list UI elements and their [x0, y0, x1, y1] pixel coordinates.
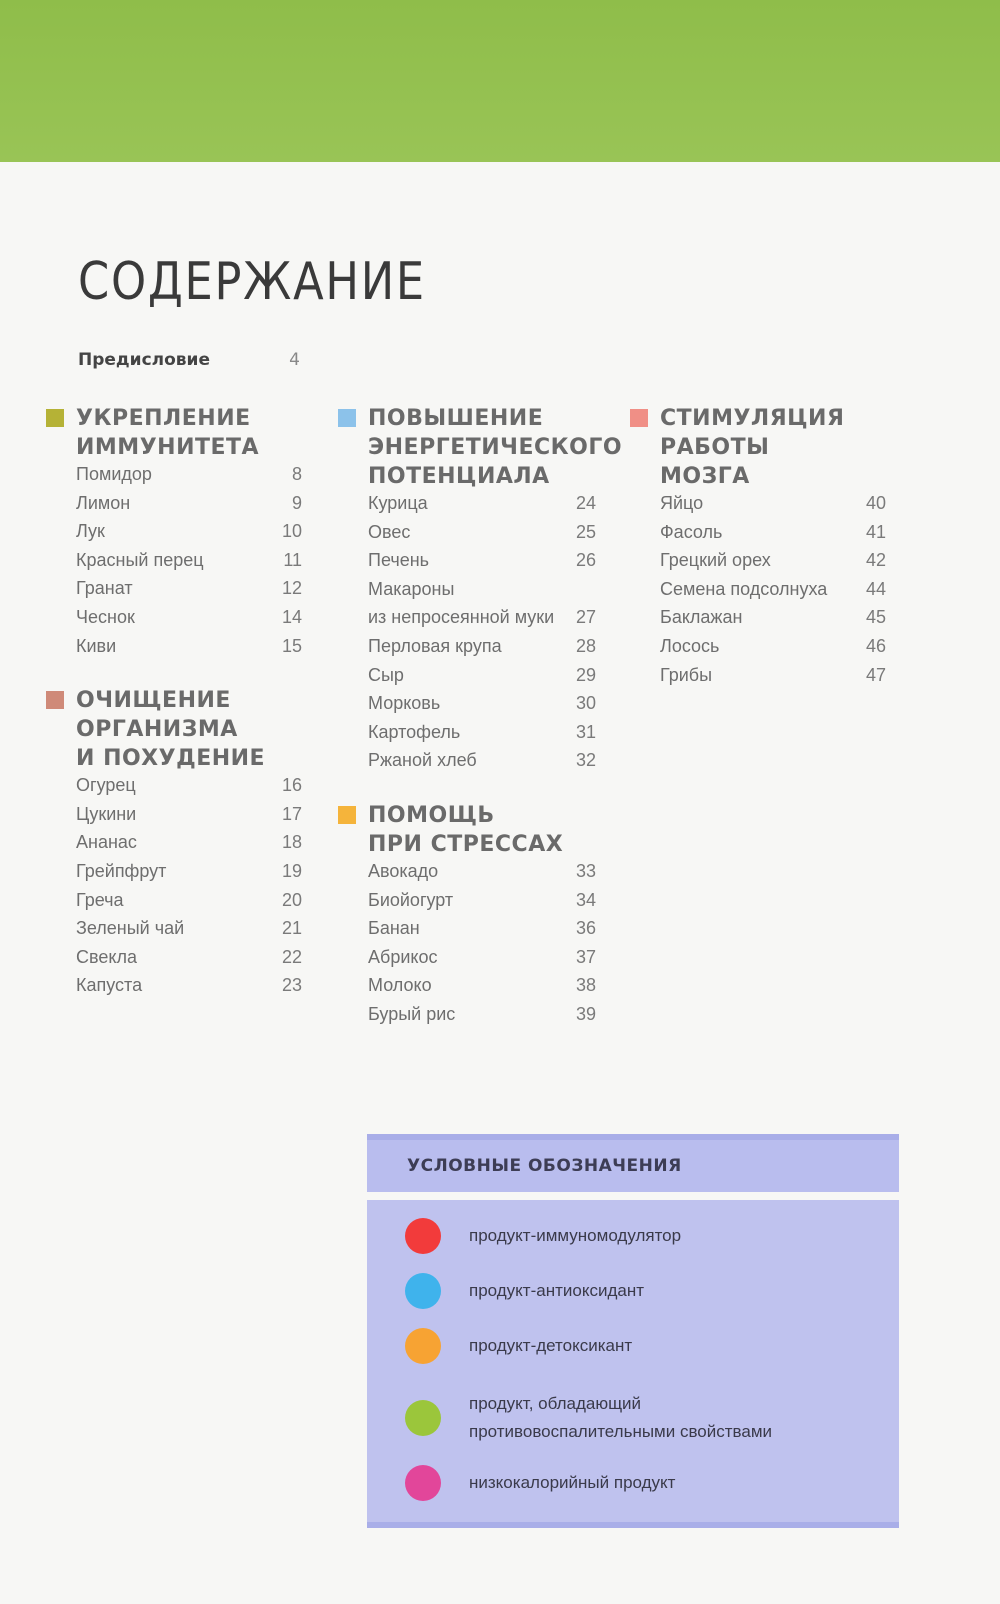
toc-entry[interactable]: [76, 578, 302, 607]
toc-entry[interactable]: [76, 550, 302, 579]
toc-entry-label: Сыр: [368, 664, 404, 685]
toc-entry-page: 15: [281, 635, 302, 656]
toc-entry-page: 19: [281, 860, 302, 881]
toc-entry-label: Абрикос: [368, 946, 438, 967]
toc-entry-label: Картофель: [368, 721, 461, 742]
toc-entry[interactable]: [76, 636, 302, 665]
toc-entry-page: 18: [281, 832, 302, 853]
toc-entry-page: 34: [575, 889, 596, 910]
toc-entry-page: 44: [865, 578, 886, 599]
toc-entry-label: Курица: [368, 493, 428, 513]
toc-entry[interactable]: [368, 522, 596, 551]
toc-entry-page: 33: [575, 860, 596, 881]
section-color-marker: [630, 409, 648, 427]
top-color-band: [0, 0, 1000, 162]
toc-entry[interactable]: [368, 579, 596, 608]
toc-entry[interactable]: [660, 607, 886, 636]
section-color-marker: [338, 806, 356, 824]
preface-entry[interactable]: [78, 350, 300, 370]
toc-entry-label: Авокадо: [368, 860, 439, 881]
toc-entry-page: 47: [865, 664, 886, 685]
legend-color-dot: [405, 1400, 441, 1436]
toc-entry[interactable]: [76, 464, 302, 493]
toc-section-cleansing: [76, 686, 302, 1004]
legend-item-label: низкокалорийный продукт: [469, 1473, 676, 1492]
toc-entry[interactable]: [368, 861, 596, 890]
toc-entry-label: Биойогурт: [368, 889, 454, 910]
toc-entry-page: 17: [281, 803, 302, 824]
toc-entry[interactable]: [368, 722, 596, 751]
section-heading: [660, 404, 886, 491]
toc-entry-label: Овес: [368, 521, 411, 542]
legend-color-dot: [405, 1218, 441, 1254]
legend-item: [405, 1465, 675, 1501]
toc-entry-label: Гранат: [76, 578, 133, 599]
toc-entry[interactable]: [76, 607, 302, 636]
section-title: ОЧИЩЕНИЕ ОРГАНИЗМА И ПОХУДЕНИЕ: [76, 688, 266, 772]
toc-entry-label: Перловая крупа: [368, 635, 502, 656]
toc-entry-label: Баклажан: [660, 607, 743, 628]
section-title: ПОВЫШЕНИЕ ЭНЕРГЕТИЧЕСКОГО ПОТЕНЦИАЛА: [368, 406, 623, 489]
toc-entry[interactable]: [660, 493, 886, 522]
toc-entry-page: 30: [575, 693, 596, 714]
toc-entry[interactable]: [76, 832, 302, 861]
toc-entry-page: 11: [283, 549, 302, 570]
section-color-marker: [46, 409, 64, 427]
toc-entry-page: 37: [575, 946, 596, 967]
preface-label: Предисловие: [78, 350, 210, 370]
toc-entry-label: Яйцо: [660, 493, 704, 513]
section-heading: [368, 404, 623, 491]
toc-entry-label: Ржаной хлеб: [368, 750, 477, 771]
toc-entry[interactable]: [660, 636, 886, 665]
toc-entry-label: Киви: [76, 635, 117, 656]
legend-item-label: продукт-детоксикант: [469, 1336, 633, 1355]
toc-entry-label: Грейпфрут: [76, 860, 167, 881]
toc-entry-page: 28: [575, 635, 596, 656]
legend-item-label: продукт-иммуномодулятор: [469, 1226, 682, 1245]
toc-entry[interactable]: [368, 636, 596, 665]
toc-entry[interactable]: [76, 521, 302, 550]
toc-section-stress: [368, 801, 596, 1033]
toc-entry-label: Грецкий орех: [660, 550, 771, 571]
toc-entry-page: 25: [575, 521, 596, 542]
toc-entry-page: 12: [281, 578, 302, 599]
section-title: СТИМУЛЯЦИЯ РАБОТЫ МОЗГА: [660, 406, 845, 489]
legend-item: [405, 1390, 772, 1446]
toc-entry-label: Зеленый чай: [76, 918, 185, 939]
toc-entry-label: Греча: [76, 889, 124, 910]
toc-entry-page: 31: [575, 721, 596, 742]
toc-entry-label: Печень: [368, 550, 430, 571]
legend-panel: [367, 1134, 899, 1529]
section-color-marker: [338, 409, 356, 427]
legend-item: [405, 1328, 632, 1364]
section-title: ПОМОЩЬ ПРИ СТРЕССАХ: [368, 802, 564, 857]
toc-entry-page: 29: [575, 664, 596, 685]
legend-title: УСЛОВНЫЕ ОБОЗНАЧЕНИЯ: [367, 1134, 899, 1192]
toc-entry-label: Свекла: [76, 946, 137, 967]
toc-entry-label: Огурец: [76, 775, 136, 796]
toc-entry[interactable]: [76, 890, 302, 919]
toc-section-brain: [660, 404, 886, 693]
toc-entry-label: Капуста: [76, 975, 143, 996]
legend-item-label: продукт-антиоксидант: [469, 1281, 644, 1300]
section-title: УКРЕПЛЕНИЕ ИММУНИТЕТА: [76, 406, 260, 460]
toc-entry-label: Цукини: [76, 803, 137, 824]
toc-entry-page: 38: [575, 975, 596, 996]
toc-entry[interactable]: [660, 665, 886, 694]
toc-entry-label: из непросеянной муки: [368, 607, 555, 628]
toc-entry[interactable]: [368, 493, 596, 522]
toc-entry[interactable]: [660, 550, 886, 579]
toc-entry[interactable]: [368, 693, 596, 722]
toc-entry[interactable]: [660, 522, 886, 551]
toc-column-3: [660, 404, 886, 715]
toc-entry-page: 40: [865, 493, 886, 513]
toc-entry-page: 8: [291, 464, 302, 484]
toc-entry[interactable]: [76, 947, 302, 976]
toc-entry[interactable]: [368, 750, 596, 779]
toc-entry-page: 24: [575, 493, 596, 513]
toc-entry-page: 36: [575, 918, 596, 939]
toc-entry-label: Лимон: [76, 492, 131, 513]
toc-entry-page: 23: [281, 975, 302, 996]
toc-entry[interactable]: [368, 607, 596, 636]
legend-item-label: продукт, обладающий противовоспалительными свойствами: [469, 1394, 773, 1441]
toc-entry[interactable]: [368, 890, 596, 919]
toc-entry-label: Молоко: [368, 975, 432, 996]
toc-entry-page: 20: [281, 889, 302, 910]
toc-entry-page: 9: [291, 492, 302, 513]
toc-entry-page: 26: [575, 550, 596, 571]
toc-entry-page: 42: [865, 550, 886, 571]
legend-item: [405, 1273, 644, 1309]
toc-entry[interactable]: [368, 550, 596, 579]
toc-entry[interactable]: [368, 975, 596, 1004]
legend-color-dot: [405, 1328, 441, 1364]
toc-entry-page: 46: [865, 635, 886, 656]
legend-body: [367, 1200, 899, 1528]
toc-entry-label: Лук: [76, 521, 105, 542]
toc-entry[interactable]: [368, 918, 596, 947]
toc-entry[interactable]: [76, 493, 302, 522]
toc-entry[interactable]: [76, 975, 302, 1004]
toc-entry[interactable]: [660, 579, 886, 608]
legend-item: [405, 1218, 681, 1254]
toc-entry[interactable]: [76, 861, 302, 890]
toc-entry-label: Морковь: [368, 693, 441, 714]
toc-entry-page: 22: [281, 946, 302, 967]
legend-color-dot: [405, 1465, 441, 1501]
toc-entry[interactable]: [76, 918, 302, 947]
toc-entry[interactable]: [368, 1004, 596, 1033]
toc-entry-label: Бурый рис: [368, 1003, 456, 1024]
toc-entry-page: 41: [865, 521, 886, 542]
toc-column-1: [76, 404, 302, 1026]
toc-entry-label: Лосось: [660, 635, 720, 656]
toc-entry[interactable]: [76, 804, 302, 833]
toc-entry-label: Ананас: [76, 832, 137, 853]
toc-entry[interactable]: [76, 775, 302, 804]
toc-entry-label: Помидор: [76, 464, 152, 484]
toc-entry-page: 10: [281, 521, 302, 542]
toc-entry-page: 45: [865, 607, 886, 628]
toc-column-2: [368, 404, 623, 1055]
toc-entry[interactable]: [368, 947, 596, 976]
page-title: СОДЕРЖАНИЕ: [78, 252, 426, 312]
section-heading: [368, 801, 596, 859]
legend-color-dot: [405, 1273, 441, 1309]
toc-entry-page: 14: [281, 606, 302, 627]
toc-entry-page: 16: [281, 775, 302, 796]
preface-page: 4: [289, 350, 300, 370]
section-heading: [76, 404, 302, 462]
toc-entry-page: 27: [575, 607, 596, 628]
toc-entry-label: Фасоль: [660, 521, 723, 542]
toc-entry-label: Чеснок: [76, 606, 135, 627]
toc-section-immunity: [76, 404, 302, 664]
toc-entry-page: 39: [575, 1003, 596, 1024]
toc-entry-page: 21: [281, 918, 302, 939]
section-heading: [76, 686, 302, 773]
toc-entry-label: Грибы: [660, 664, 713, 685]
toc-entry-label: Красный перец: [76, 549, 204, 570]
toc-section-energy: [368, 404, 623, 779]
toc-entry-label: Макароны: [368, 578, 455, 599]
toc-entry-label: Семена подсолнуха: [660, 578, 828, 599]
section-color-marker: [46, 691, 64, 709]
toc-entry[interactable]: [368, 665, 596, 694]
toc-entry-page: 32: [575, 750, 596, 771]
toc-entry-label: Банан: [368, 918, 420, 939]
